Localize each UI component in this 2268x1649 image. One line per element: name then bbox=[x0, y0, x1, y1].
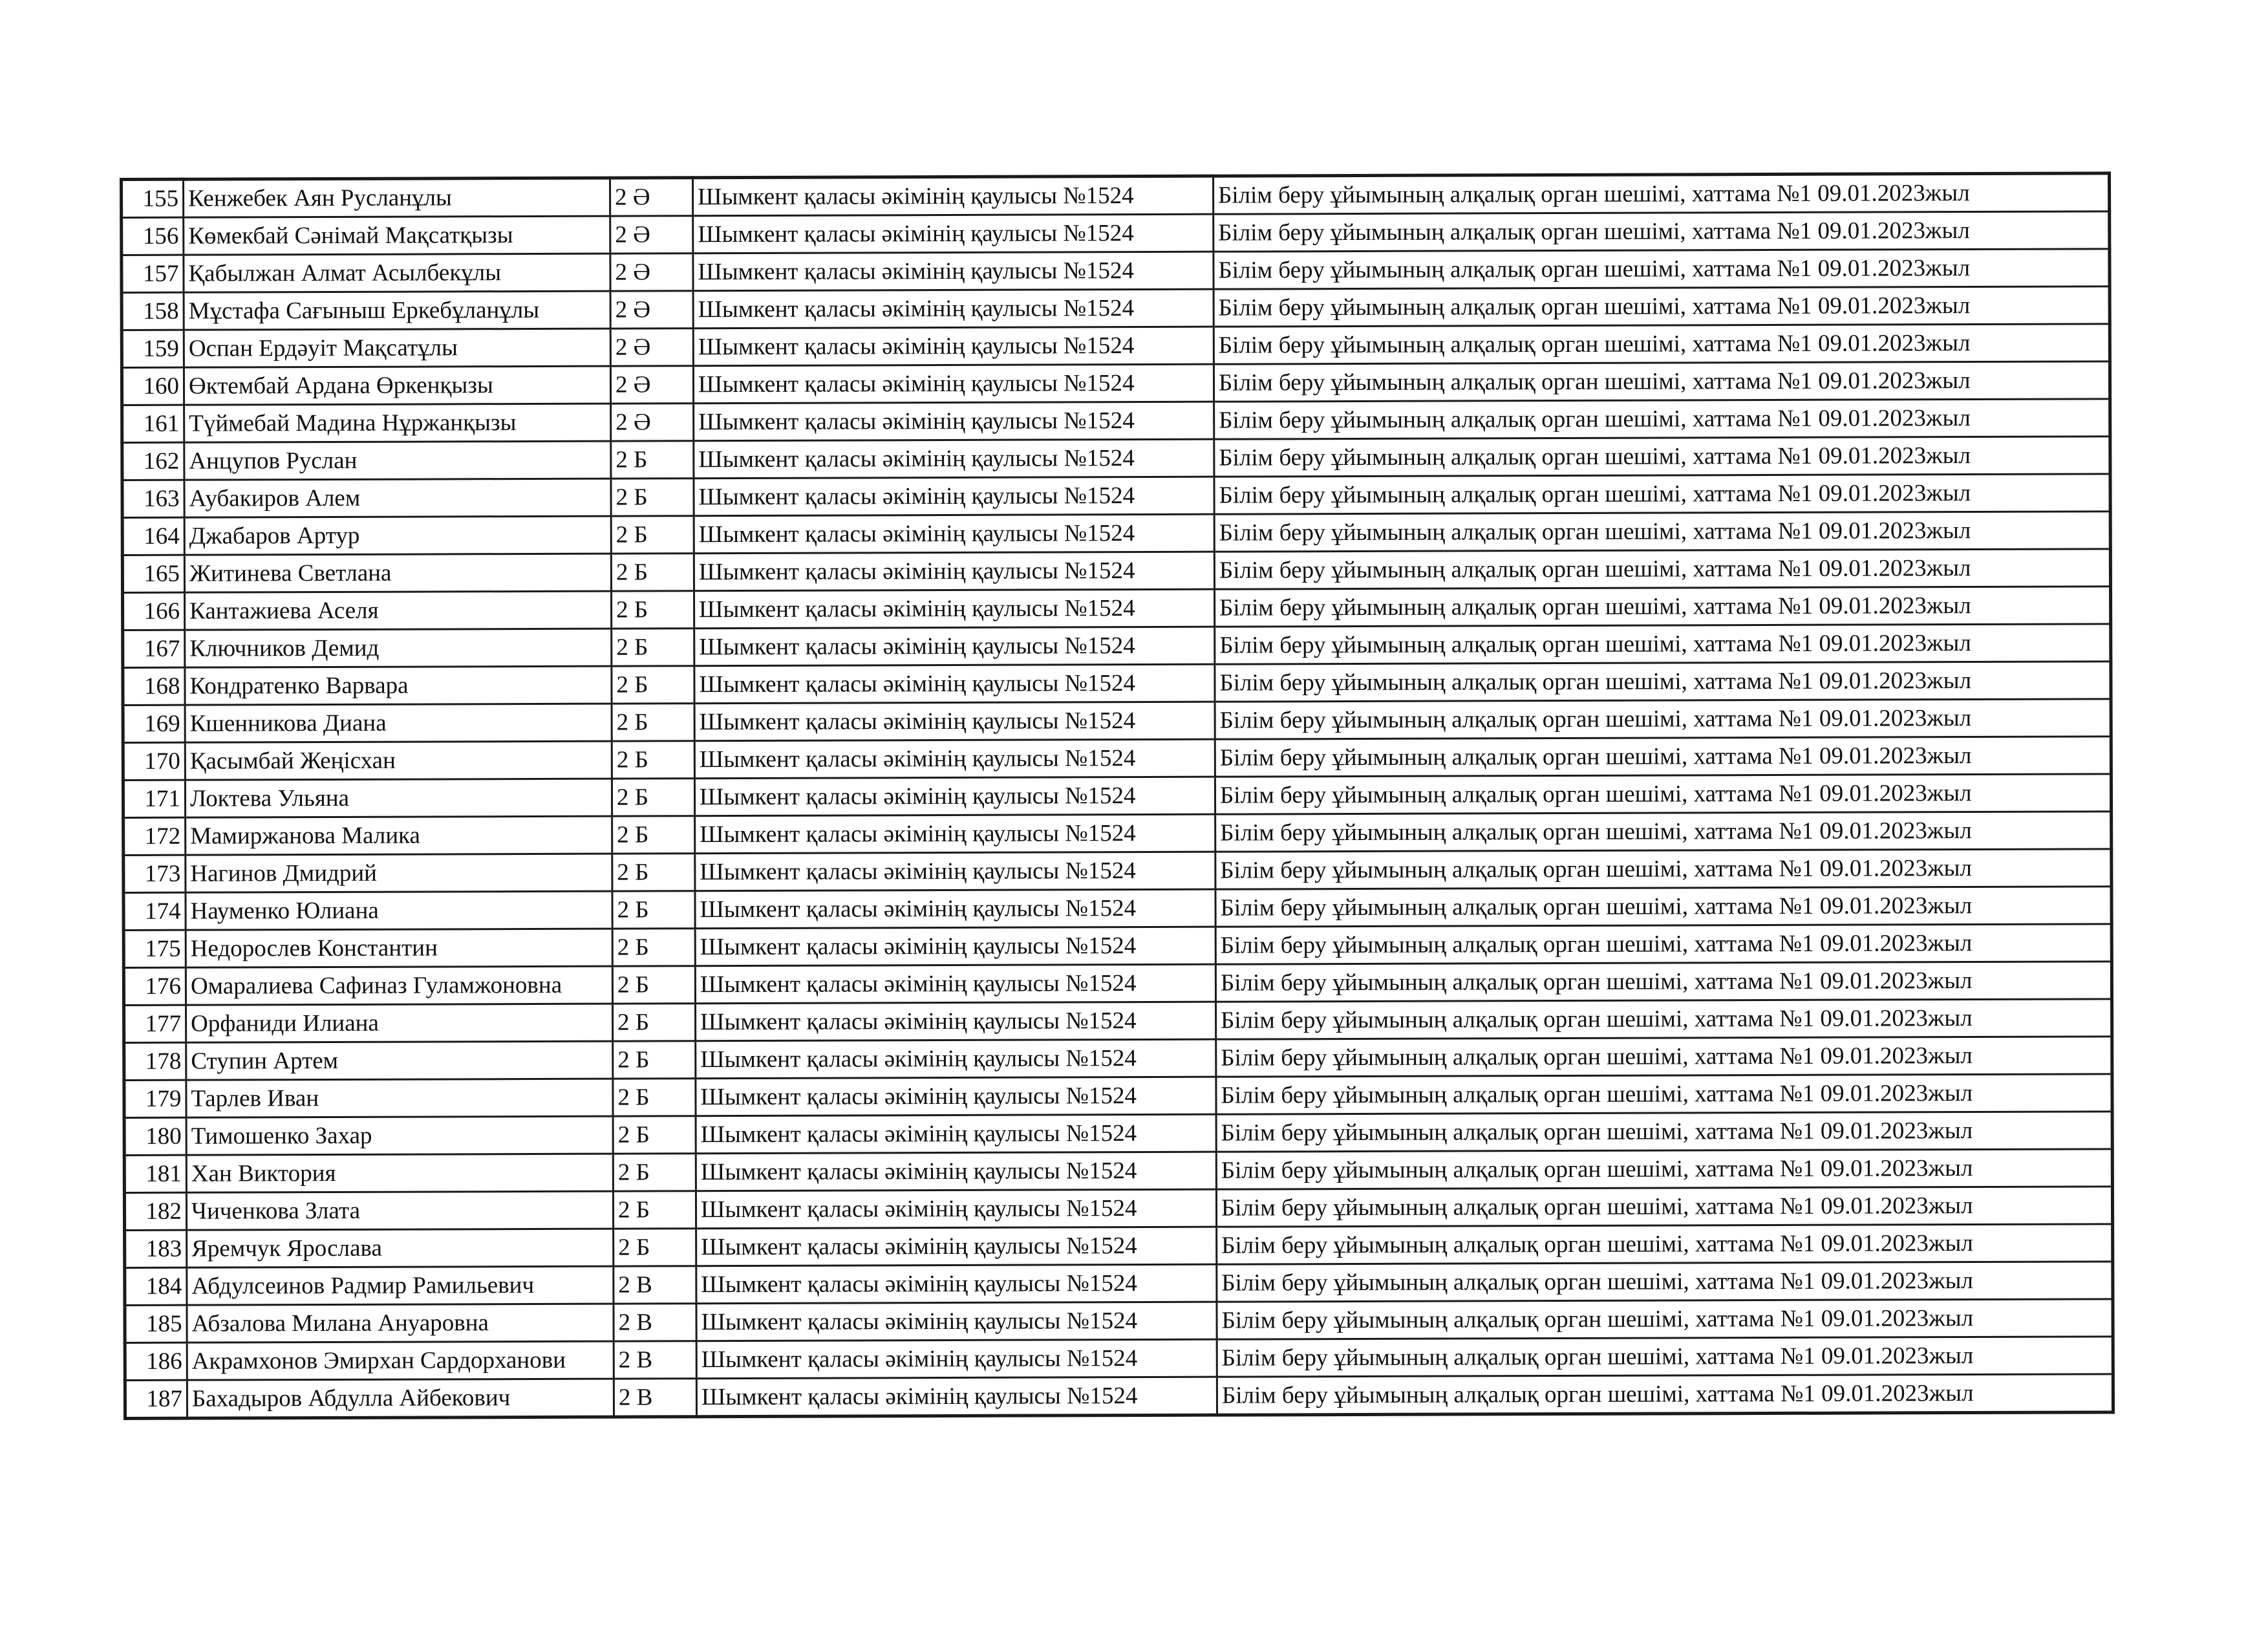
decree-reference: Шымкент қаласы әкімінің қаулысы №1524 bbox=[696, 1339, 1217, 1379]
decision-reference: Білім беру ұйымының алқалық орган шешімі, хаттама №1 09.01.2023жыл bbox=[1215, 962, 2112, 1002]
table-row bbox=[125, 1337, 2113, 1381]
class-label: 2 Ә bbox=[610, 178, 693, 216]
decree-reference: Шымкент қаласы әкімінің қаулысы №1524 bbox=[696, 1039, 1216, 1079]
decree-reference: Шымкент қаласы әкімінің қаулысы №1524 bbox=[696, 1114, 1216, 1154]
student-name: Орфаниди Илиана bbox=[186, 1004, 613, 1042]
class-label: 2 Б bbox=[611, 479, 694, 516]
table-row bbox=[123, 699, 2111, 743]
student-register-table bbox=[120, 171, 2115, 1420]
decision-reference: Білім беру ұйымының алқалық орган шешімі, хаттама №1 09.01.2023жыл bbox=[1214, 324, 2110, 364]
decree-reference: Шымкент қаласы әкімінің қаулысы №1524 bbox=[695, 889, 1215, 929]
table-row bbox=[122, 173, 2110, 218]
decision-reference: Білім беру ұйымының алқалық орган шешімі, хаттама №1 09.01.2023жыл bbox=[1213, 173, 2109, 214]
row-number: 173 bbox=[123, 855, 186, 892]
decree-reference: Шымкент қаласы әкімінің қаулысы №1524 bbox=[694, 439, 1214, 479]
decision-reference: Білім беру ұйымының алқалық орган шешімі, хаттама №1 09.01.2023жыл bbox=[1215, 849, 2112, 889]
decision-reference: Білім беру ұйымының алқалық орган шешімі, хаттама №1 09.01.2023жыл bbox=[1215, 624, 2111, 664]
row-number: 184 bbox=[125, 1267, 187, 1305]
class-label: 2 Б bbox=[613, 1191, 696, 1229]
table-row bbox=[122, 436, 2110, 480]
class-label: 2 В bbox=[614, 1341, 696, 1379]
row-number: 182 bbox=[124, 1192, 186, 1230]
table-row bbox=[123, 849, 2112, 893]
class-label: 2 Ә bbox=[610, 216, 693, 253]
class-label: 2 Б bbox=[612, 629, 694, 666]
table-row bbox=[123, 624, 2111, 668]
row-number: 176 bbox=[123, 967, 186, 1005]
decision-reference: Білім беру ұйымының алқалық орган шешімі, хаттама №1 09.01.2023жыл bbox=[1215, 812, 2112, 852]
class-label: 2 Ә bbox=[610, 366, 693, 404]
student-name: Яремчук Ярослава bbox=[187, 1229, 614, 1267]
student-name: Мұстафа Сағыныш Еркебұланұлы bbox=[184, 291, 610, 330]
student-name: Аубакиров Алем bbox=[184, 479, 611, 517]
student-name: Қабылжан Алмат Асылбекұлы bbox=[184, 253, 610, 292]
decree-reference: Шымкент қаласы әкімінің қаулысы №1524 bbox=[696, 1189, 1216, 1229]
row-number: 180 bbox=[124, 1117, 186, 1155]
class-label: 2 Б bbox=[611, 554, 694, 591]
decree-reference: Шымкент қаласы әкімінің қаулысы №1524 bbox=[695, 964, 1215, 1004]
table-row bbox=[125, 1299, 2113, 1343]
decree-reference: Шымкент қаласы әкімінің қаулысы №1524 bbox=[696, 1077, 1216, 1116]
table-row bbox=[122, 512, 2110, 555]
decree-reference: Шымкент қаласы әкімінің қаулысы №1524 bbox=[695, 814, 1215, 854]
table-row bbox=[123, 924, 2112, 968]
student-name: Омаралиева Сафиназ Гуламжоновна bbox=[186, 966, 612, 1005]
class-label: 2 Ә bbox=[611, 404, 694, 441]
decree-reference: Шымкент қаласы әкімінің қаулысы №1524 bbox=[696, 1264, 1217, 1304]
row-number: 164 bbox=[122, 517, 184, 555]
row-number: 155 bbox=[122, 179, 184, 217]
student-name: Науменко Юлиана bbox=[186, 891, 612, 930]
decision-reference: Білім беру ұйымының алқалық орган шешімі, хаттама №1 09.01.2023жыл bbox=[1216, 1149, 2112, 1189]
class-label: 2 Ә bbox=[610, 291, 693, 329]
table-row bbox=[122, 474, 2110, 518]
row-number: 161 bbox=[122, 405, 184, 442]
student-name: Кондратенко Варвара bbox=[185, 666, 612, 705]
student-name: Оспан Ердәуіт Мақсатұлы bbox=[184, 329, 610, 367]
decision-reference: Білім беру ұйымының алқалық орган шешімі, хаттама №1 09.01.2023жыл bbox=[1217, 1224, 2113, 1264]
decree-reference: Шымкент қаласы әкімінің қаулысы №1524 bbox=[696, 1377, 1217, 1417]
student-name: Недорослев Константин bbox=[186, 929, 612, 967]
row-number: 187 bbox=[125, 1380, 187, 1418]
decree-reference: Шымкент қаласы әкімінің қаулысы №1524 bbox=[694, 402, 1214, 441]
table-row bbox=[122, 361, 2110, 405]
decision-reference: Білім беру ұйымының алқалық орган шешімі, хаттама №1 09.01.2023жыл bbox=[1215, 662, 2111, 702]
table-row bbox=[123, 887, 2112, 931]
class-label: 2 Б bbox=[613, 1116, 696, 1154]
decree-reference: Шымкент қаласы әкімінің қаулысы №1524 bbox=[694, 589, 1215, 629]
table-row bbox=[125, 1262, 2113, 1306]
decree-reference: Шымкент қаласы әкімінің қаулысы №1524 bbox=[693, 327, 1214, 366]
decision-reference: Білім беру ұйымының алқалық орган шешімі, хаттама №1 09.01.2023жыл bbox=[1215, 737, 2111, 777]
class-label: 2 Б bbox=[612, 741, 694, 779]
decision-reference: Білім беру ұйымының алқалық орган шешімі, хаттама №1 09.01.2023жыл bbox=[1214, 286, 2110, 327]
student-name: Хан Виктория bbox=[186, 1154, 613, 1192]
student-name: Ключников Демид bbox=[185, 629, 612, 667]
decision-reference: Білім беру ұйымының алқалық орган шешімі, хаттама №1 09.01.2023жыл bbox=[1214, 549, 2110, 589]
row-number: 159 bbox=[122, 330, 184, 367]
decision-reference: Білім беру ұйымының алқалық орган шешімі, хаттама №1 09.01.2023жыл bbox=[1214, 399, 2110, 439]
row-number: 167 bbox=[123, 630, 185, 667]
student-name: Түймебай Мадина Нұржанқызы bbox=[184, 404, 611, 442]
class-label: 2 Б bbox=[612, 891, 695, 929]
class-label: 2 Б bbox=[613, 1041, 696, 1079]
decision-reference: Білім беру ұйымының алқалық орган шешімі, хаттама №1 09.01.2023жыл bbox=[1215, 774, 2111, 814]
row-number: 163 bbox=[122, 480, 184, 517]
row-number: 177 bbox=[124, 1005, 186, 1042]
decision-reference: Білім беру ұйымының алқалық орган шешімі, хаттама №1 09.01.2023жыл bbox=[1215, 924, 2112, 964]
class-label: 2 Б bbox=[611, 441, 694, 479]
row-number: 175 bbox=[123, 930, 186, 967]
decision-reference: Білім беру ұйымының алқалық орган шешімі, хаттама №1 09.01.2023жыл bbox=[1215, 699, 2111, 739]
class-label: 2 Б bbox=[612, 666, 694, 704]
student-name: Нагинов Дмидрий bbox=[186, 854, 612, 892]
decision-reference: Білім беру ұйымының алқалық орган шешімі, хаттама №1 09.01.2023жыл bbox=[1214, 474, 2110, 514]
table-row bbox=[125, 1374, 2113, 1419]
decree-reference: Шымкент қаласы әкімінің қаулысы №1524 bbox=[694, 552, 1214, 591]
row-number: 183 bbox=[125, 1230, 187, 1267]
decree-reference: Шымкент қаласы әкімінің қаулысы №1524 bbox=[693, 176, 1214, 216]
table-row bbox=[123, 812, 2112, 856]
decree-reference: Шымкент қаласы әкімінің қаулысы №1524 bbox=[693, 289, 1214, 329]
table-row bbox=[124, 1074, 2112, 1118]
class-label: 2 Б bbox=[613, 1004, 696, 1041]
table-row bbox=[122, 549, 2110, 593]
student-name: Абзалова Милана Ануаровна bbox=[187, 1304, 614, 1342]
row-number: 165 bbox=[122, 555, 184, 592]
table-row bbox=[123, 774, 2111, 818]
student-name: Чиченкова Злата bbox=[186, 1191, 613, 1230]
table-row bbox=[122, 399, 2110, 443]
student-name: Акрамхонов Эмирхан Сардорханови bbox=[187, 1341, 614, 1380]
table-row bbox=[122, 249, 2110, 293]
class-label: 2 Б bbox=[614, 1229, 696, 1266]
decision-reference: Білім беру ұйымының алқалық орган шешімі, хаттама №1 09.01.2023жыл bbox=[1216, 1187, 2112, 1227]
student-name: Локтева Ульяна bbox=[185, 779, 612, 817]
row-number: 160 bbox=[122, 367, 184, 405]
decree-reference: Шымкент қаласы әкімінің қаулысы №1524 bbox=[694, 702, 1215, 741]
student-name: Абдулсеинов Радмир Рамильевич bbox=[187, 1266, 614, 1305]
class-label: 2 В bbox=[614, 1304, 696, 1341]
class-label: 2 Б bbox=[613, 1154, 696, 1191]
class-label: 2 Б bbox=[612, 966, 695, 1004]
table-body bbox=[122, 173, 2113, 1419]
decision-reference: Білім беру ұйымының алқалық орган шешімі, хаттама №1 09.01.2023жыл bbox=[1214, 361, 2110, 402]
row-number: 174 bbox=[123, 892, 186, 930]
student-name: Джабаров Артур bbox=[184, 516, 611, 555]
table-row bbox=[122, 324, 2110, 368]
decision-reference: Білім беру ұйымының алқалық орган шешімі, хаттама №1 09.01.2023жыл bbox=[1214, 249, 2110, 289]
decision-reference: Білім беру ұйымының алқалық орган шешімі, хаттама №1 09.01.2023жыл bbox=[1214, 211, 2110, 252]
table-row bbox=[123, 587, 2111, 630]
decree-reference: Шымкент қаласы әкімінің қаулысы №1524 bbox=[696, 1302, 1217, 1341]
decision-reference: Білім беру ұйымының алқалық орган шешімі, хаттама №1 09.01.2023жыл bbox=[1216, 999, 2112, 1039]
student-name: Кенжебек Аян Русланұлы bbox=[184, 178, 610, 217]
decision-reference: Білім беру ұйымының алқалық орган шешімі, хаттама №1 09.01.2023жыл bbox=[1217, 1337, 2113, 1377]
decision-reference: Білім беру ұйымының алқалық орган шешімі, хаттама №1 09.01.2023жыл bbox=[1216, 1037, 2112, 1077]
table-row bbox=[124, 1187, 2112, 1231]
table-row bbox=[122, 211, 2110, 255]
decision-reference: Білім беру ұйымының алқалық орган шешімі, хаттама №1 09.01.2023жыл bbox=[1217, 1299, 2113, 1339]
class-label: 2 Б bbox=[611, 516, 694, 554]
row-number: 179 bbox=[124, 1080, 186, 1117]
table-row bbox=[123, 962, 2112, 1006]
decree-reference: Шымкент қаласы әкімінің қаулысы №1524 bbox=[694, 777, 1215, 816]
class-label: 2 Б bbox=[612, 854, 695, 891]
table-row bbox=[122, 286, 2110, 330]
decree-reference: Шымкент қаласы әкімінің қаулысы №1524 bbox=[693, 214, 1214, 253]
decree-reference: Шымкент қаласы әкімінің қаулысы №1524 bbox=[696, 1227, 1217, 1266]
decision-reference: Білім беру ұйымының алқалық орган шешімі, хаттама №1 09.01.2023жыл bbox=[1217, 1374, 2113, 1415]
student-name: Тимошенко Захар bbox=[186, 1116, 613, 1155]
class-label: 2 Б bbox=[612, 704, 694, 741]
student-name: Кшенникова Диана bbox=[185, 704, 612, 742]
table-row bbox=[124, 1112, 2112, 1156]
decree-reference: Шымкент қаласы әкімінің қаулысы №1524 bbox=[694, 627, 1215, 666]
decree-reference: Шымкент қаласы әкімінің қаулысы №1524 bbox=[693, 364, 1214, 404]
decree-reference: Шымкент қаласы әкімінің қаулысы №1524 bbox=[695, 852, 1215, 891]
class-label: 2 В bbox=[614, 1379, 696, 1417]
row-number: 169 bbox=[123, 705, 185, 742]
class-label: 2 Б bbox=[612, 929, 695, 966]
decision-reference: Білім беру ұйымының алқалық орган шешімі, хаттама №1 09.01.2023жыл bbox=[1216, 1074, 2112, 1114]
row-number: 157 bbox=[122, 255, 184, 292]
student-name: Мамиржанова Малика bbox=[186, 816, 612, 855]
row-number: 156 bbox=[122, 217, 184, 255]
row-number: 178 bbox=[124, 1042, 186, 1080]
row-number: 162 bbox=[122, 442, 184, 480]
row-number: 172 bbox=[123, 817, 186, 855]
row-number: 158 bbox=[122, 292, 184, 330]
decree-reference: Шымкент қаласы әкімінің қаулысы №1524 bbox=[694, 664, 1215, 704]
class-label: 2 Б bbox=[612, 816, 695, 854]
row-number: 171 bbox=[123, 780, 185, 817]
decree-reference: Шымкент қаласы әкімінің қаулысы №1524 bbox=[694, 514, 1214, 554]
class-label: 2 Б bbox=[613, 1079, 696, 1116]
student-name: Кантажиева Аселя bbox=[185, 591, 612, 630]
table-row bbox=[123, 737, 2111, 781]
class-label: 2 Б bbox=[612, 591, 694, 629]
student-name: Қасымбай Жеңісхан bbox=[185, 741, 612, 780]
decision-reference: Білім беру ұйымының алқалық орган шешімі, хаттама №1 09.01.2023жыл bbox=[1217, 1262, 2113, 1302]
table-row bbox=[124, 1149, 2112, 1193]
student-name: Анцупов Руслан bbox=[184, 441, 611, 480]
class-label: 2 Ә bbox=[610, 253, 693, 291]
decision-reference: Білім беру ұйымының алқалық орган шешімі, хаттама №1 09.01.2023жыл bbox=[1216, 1112, 2112, 1152]
row-number: 181 bbox=[124, 1155, 186, 1192]
decree-reference: Шымкент қаласы әкімінің қаулысы №1524 bbox=[694, 477, 1214, 516]
row-number: 170 bbox=[123, 742, 185, 780]
row-number: 166 bbox=[123, 592, 185, 630]
decree-reference: Шымкент қаласы әкімінің қаулысы №1524 bbox=[694, 739, 1215, 779]
decree-reference: Шымкент қаласы әкімінің қаулысы №1524 bbox=[696, 1002, 1216, 1041]
student-name: Ступин Артем bbox=[186, 1041, 613, 1080]
class-label: 2 Ә bbox=[610, 329, 693, 366]
table-row bbox=[124, 999, 2112, 1043]
decision-reference: Білім беру ұйымының алқалық орган шешімі, хаттама №1 09.01.2023жыл bbox=[1215, 887, 2112, 927]
row-number: 186 bbox=[125, 1342, 187, 1380]
decree-reference: Шымкент қаласы әкімінің қаулысы №1524 bbox=[693, 252, 1214, 291]
decision-reference: Білім беру ұйымының алқалық орган шешімі, хаттама №1 09.01.2023жыл bbox=[1215, 587, 2111, 627]
class-label: 2 В bbox=[614, 1266, 696, 1304]
decree-reference: Шымкент қаласы әкімінің қаулысы №1524 bbox=[696, 1152, 1216, 1191]
row-number: 185 bbox=[125, 1305, 187, 1342]
decree-reference: Шымкент қаласы әкімінің қаулысы №1524 bbox=[695, 927, 1215, 966]
student-name: Көмекбай Сәнімай Мақсатқызы bbox=[184, 216, 610, 255]
decision-reference: Білім беру ұйымының алқалық орган шешімі, хаттама №1 09.01.2023жыл bbox=[1214, 436, 2110, 477]
document-sheet bbox=[120, 171, 2112, 1420]
student-name: Житинева Светлана bbox=[184, 554, 611, 592]
decision-reference: Білім беру ұйымының алқалық орган шешімі, хаттама №1 09.01.2023жыл bbox=[1214, 512, 2110, 552]
class-label: 2 Б bbox=[612, 779, 694, 816]
table-row bbox=[125, 1224, 2113, 1268]
student-name: Өктембай Ардана Өркенқызы bbox=[184, 366, 610, 405]
table-row bbox=[124, 1037, 2112, 1081]
row-number: 168 bbox=[123, 667, 185, 705]
student-name: Тарлев Иван bbox=[186, 1079, 613, 1117]
table-row bbox=[123, 662, 2111, 706]
student-name: Бахадыров Абдулла Айбекович bbox=[187, 1379, 614, 1418]
